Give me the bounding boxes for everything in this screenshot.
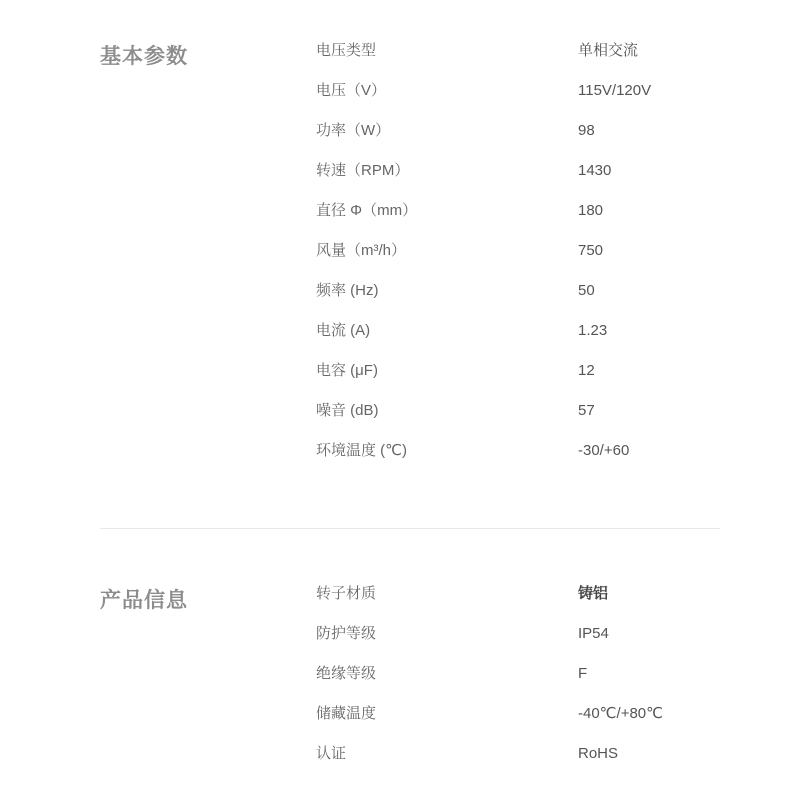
section-title-product-information: 产品信息 bbox=[100, 589, 188, 612]
spec-label: 环境温度 (℃) bbox=[316, 442, 408, 459]
spec-value: 铸铝 bbox=[578, 585, 609, 602]
spec-label: 储藏温度 bbox=[316, 705, 377, 722]
table-row bbox=[316, 624, 740, 664]
spec-value: -30/+60 bbox=[578, 442, 630, 459]
table-row bbox=[316, 401, 740, 441]
spec-value: 单相交流 bbox=[578, 42, 639, 59]
spec-value: F bbox=[578, 665, 588, 682]
spec-label: 功率（W） bbox=[316, 122, 391, 139]
spec-label: 防护等级 bbox=[316, 625, 377, 642]
spec-value: 180 bbox=[578, 202, 604, 219]
table-row bbox=[316, 664, 740, 704]
table-row bbox=[316, 704, 740, 744]
section-title-basic-parameters: 基本参数 bbox=[100, 45, 188, 68]
spec-value: -40℃/+80℃ bbox=[578, 705, 663, 722]
spec-label: 电压类型 bbox=[316, 42, 377, 59]
table-row bbox=[316, 441, 740, 481]
spec-value: 12 bbox=[578, 362, 595, 379]
table-row bbox=[316, 281, 740, 321]
spec-value: 1430 bbox=[578, 162, 612, 179]
spec-label: 绝缘等级 bbox=[316, 665, 377, 682]
spec-label: 电容 (μF) bbox=[316, 362, 378, 379]
spec-value: 1.23 bbox=[578, 322, 608, 339]
section-divider bbox=[100, 528, 720, 529]
spec-label: 风量（m³/h） bbox=[316, 242, 407, 259]
spec-value: IP54 bbox=[578, 625, 609, 642]
table-row bbox=[316, 81, 740, 121]
spec-value: 750 bbox=[578, 242, 604, 259]
spec-value: 115V/120V bbox=[578, 82, 652, 99]
table-row bbox=[316, 161, 740, 201]
table-row bbox=[316, 241, 740, 281]
spec-table-product-information bbox=[316, 584, 740, 784]
table-row bbox=[316, 744, 740, 784]
spec-value: 50 bbox=[578, 282, 595, 299]
spec-label: 噪音 (dB) bbox=[316, 402, 379, 419]
spec-label: 认证 bbox=[316, 745, 347, 762]
table-row bbox=[316, 121, 740, 161]
spec-value: 98 bbox=[578, 122, 595, 139]
spec-label: 直径 Φ（mm） bbox=[316, 202, 418, 219]
table-row bbox=[316, 361, 740, 401]
spec-value: 57 bbox=[578, 402, 595, 419]
table-row bbox=[316, 201, 740, 241]
spec-label: 电压（V） bbox=[316, 82, 387, 99]
table-row bbox=[316, 321, 740, 361]
spec-label: 转速（RPM） bbox=[316, 162, 410, 179]
spec-value: RoHS bbox=[578, 745, 619, 762]
spec-label: 电流 (A) bbox=[316, 322, 371, 339]
table-row bbox=[316, 584, 740, 624]
spec-table-basic-parameters bbox=[316, 41, 740, 481]
table-row bbox=[316, 41, 740, 81]
spec-label: 频率 (Hz) bbox=[316, 282, 379, 299]
spec-label: 转子材质 bbox=[316, 585, 377, 602]
